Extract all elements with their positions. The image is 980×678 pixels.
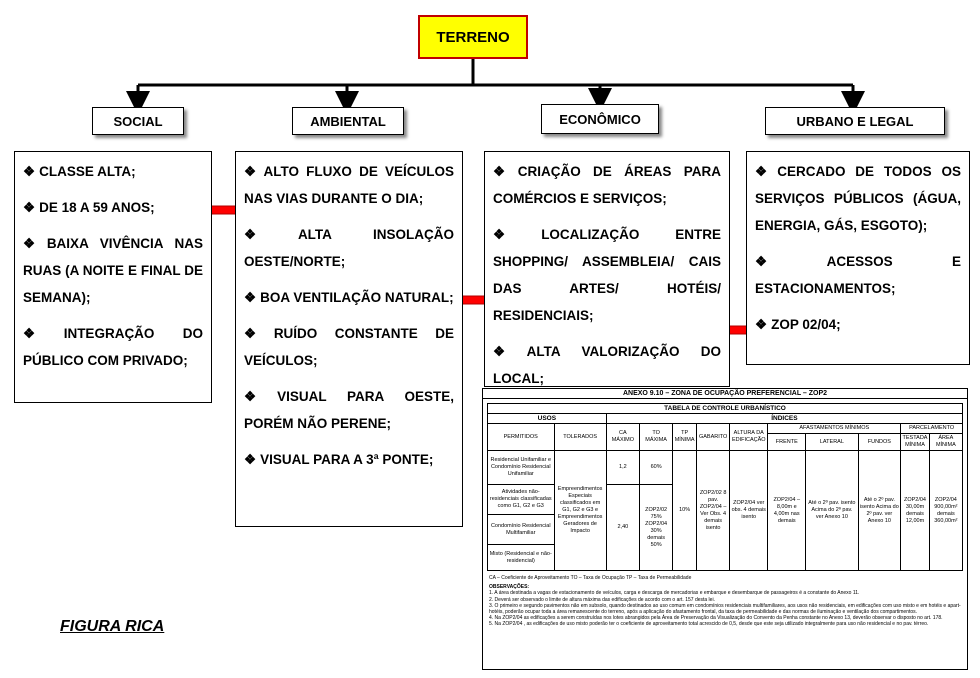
header-fundos: FUNDOS — [858, 434, 901, 451]
list-item: ❖ ACESSOS E ESTACIONAMENTOS; — [755, 254, 961, 296]
diamond-bullet-icon: ❖ — [244, 389, 274, 404]
note-item: 5. Na ZOP2/04 , as edificações de uso misto poderão ter o coeficiente de aproveitamento total acrescido de 0,5, desde que este seja utilizado integralmente para uso não residencial e no pav. térreo. — [489, 621, 929, 628]
diamond-bullet-icon: ❖ — [755, 164, 774, 179]
header-altura: ALTURA DA EDIFICAÇÃO — [730, 424, 768, 451]
header-area: ÁREA MÍNIMA — [929, 434, 962, 451]
table-cell: 2,40 — [606, 485, 639, 571]
header-permitidos: PERMITIDOS — [488, 424, 555, 451]
table-cell: ZOP2/02 8 pav. ZOP2/04 – Ver Obs. 4 demais isento — [697, 451, 730, 571]
table-cell: ZOP2/04 30,00m demais 12,00m — [901, 451, 930, 571]
obs-title: OBSERVAÇÕES: — [489, 584, 530, 591]
header-afastamentos: AFASTAMENTOS MÍNIMOS — [768, 424, 901, 434]
table-cell: Condomínio Residencial Multifamiliar — [488, 515, 555, 545]
category-economico: ECONÔMICO — [541, 104, 659, 134]
table-cell: Até o 2º pav. isento Acima do 2º pav. ver Anexo 10 — [858, 451, 901, 571]
diamond-bullet-icon: ❖ — [493, 344, 523, 359]
figure-caption: FIGURA RICA — [60, 618, 165, 635]
root-node-terreno: TERRENO — [418, 15, 528, 59]
list-item: ❖ CLASSE ALTA; — [23, 164, 136, 179]
table-cell: 60% — [640, 451, 673, 485]
diamond-bullet-icon: ❖ — [244, 452, 257, 467]
table-cell: Atividades não-residenciais classificadas como G1, G2 e G3 — [488, 485, 555, 515]
diamond-bullet-icon: ❖ — [23, 236, 43, 251]
panel-urbano-legal — [746, 151, 970, 365]
panel-economico — [484, 151, 730, 387]
list-item: ❖ ZOP 02/04; — [755, 317, 841, 332]
anexo-table-image — [482, 388, 968, 670]
list-item: ❖ DE 18 A 59 ANOS; — [23, 200, 155, 215]
diamond-bullet-icon: ❖ — [493, 164, 514, 179]
table-cell: ZOP2/02 75% ZOP2/04 30% demais 50% — [640, 485, 673, 571]
header-parcelamento: PARCELAMENTO — [901, 424, 963, 434]
list-item: ❖ ALTA VALORIZAÇÃO DO LOCAL; — [493, 344, 721, 386]
table-cell: 10% — [673, 451, 697, 571]
anexo-notes — [489, 575, 961, 628]
list-item: ❖ VISUAL PARA OESTE, PORÉM NÃO PERENE; — [244, 389, 454, 431]
note-item: 3. O primeiro e segundo pavimentos não em subsolo, quando destinados ao uso comum em condomínios residenciais multifamiliares, aos usos não residenciais, em edificações com uso misto e em hotéis e apart-hotéis, poderão ocupar toda a área remanescente do terreno, após a aplicação do afastamento frontal, da taxa de permeabilidade e das normas de iluminação e ventilação dos compartimentos. — [489, 602, 961, 616]
category-ambiental: AMBIENTAL — [292, 107, 404, 135]
list-item: ❖ ALTA INSOLAÇÃO OESTE/NORTE; — [244, 227, 454, 269]
header-to: TO MÁXIMA — [640, 424, 673, 451]
panel-social — [14, 151, 212, 403]
list-item: ❖ LOCALIZAÇÃO ENTRE SHOPPING/ ASSEMBLEIA/ CAIS DAS ARTES/ HOTÉIS/ RESIDENCIAIS; — [493, 227, 721, 323]
list-item: ❖ VISUAL PARA A 3ª PONTE; — [244, 452, 434, 467]
diamond-bullet-icon: ❖ — [493, 227, 538, 242]
header-lateral: LATERAL — [806, 434, 858, 451]
list-item: ❖ BOA VENTILAÇÃO NATURAL; — [244, 290, 454, 305]
header-usos: USOS — [488, 414, 607, 424]
category-urbano-legal: URBANO E LEGAL — [765, 107, 945, 135]
diamond-bullet-icon: ❖ — [755, 254, 823, 269]
diamond-bullet-icon: ❖ — [23, 200, 36, 215]
category-social: SOCIAL — [92, 107, 184, 135]
header-frente: FRENTE — [768, 434, 806, 451]
diamond-bullet-icon: ❖ — [244, 164, 260, 179]
header-ca: CA MÁXIMO — [606, 424, 639, 451]
table-cell: ZOP2/04 ver obs. 4 demais isento — [730, 451, 768, 571]
header-gabarito: GABARITO — [697, 424, 730, 451]
diamond-bullet-icon: ❖ — [23, 326, 60, 341]
note-item: 4. Na ZOP2/04 as edificações a serem construídas nos lotes abrangidos pela Área de Preservação da Visualização do Convento da Penha constante no Anexo 13, deverão observar o disposto no art. 178. — [489, 615, 943, 622]
table-cell: ZOP2/04 – 8,00m e 4,00m nas demais — [768, 451, 806, 571]
diamond-bullet-icon: ❖ — [244, 326, 270, 341]
table-cell: ZOP2/04 900,00m² demais 360,00m² — [929, 451, 962, 571]
legend-text: CA – Coeficiente de Aproveitamento TO – Taxa de Ocupação TP – Taxa de Permeabilidade — [489, 575, 692, 581]
header-testada: TESTADA MÍNIMA — [901, 434, 930, 451]
table-cell: Empreendimentos Especiais classificados em G1, G2 e G3 e Empreendimentos Geradores de Impacto — [554, 451, 606, 571]
header-tolerados: TOLERADOS — [554, 424, 606, 451]
table-cell: Até o 2º pav. isento Acima do 2º pav. ver Anexo 10 — [806, 451, 858, 571]
list-item: ❖ ALTO FLUXO DE VEÍCULOS NAS VIAS DURANTE O DIA; — [244, 164, 454, 206]
table-cell: Residencial Unifamiliar e Condomínio Residencial Unifamiliar — [488, 451, 555, 485]
diamond-bullet-icon: ❖ — [23, 164, 36, 179]
diamond-bullet-icon: ❖ — [244, 227, 294, 242]
table-cell: Misto (Residencial e não-residencial) — [488, 545, 555, 571]
note-item: 1. A área destinada a vagas de estacionamento de veículos, carga e descarga de mercadorias e embarque e desembarque de passageiros é a constante do Anexo 11. — [489, 590, 860, 597]
note-item: 2. Deverá ser observado o limite de altura máxima das edificações de acordo com o art. 157 desta lei. — [489, 596, 715, 603]
list-item: ❖ BAIXA VIVÊNCIA NAS RUAS (A NOITE E FINAL DE SEMANA); — [23, 236, 203, 305]
diamond-bullet-icon: ❖ — [244, 290, 257, 305]
diamond-bullet-icon: ❖ — [755, 317, 768, 332]
header-indices: ÍNDICES — [606, 414, 962, 424]
table-subtitle: TABELA DE CONTROLE URBANÍSTICO — [488, 404, 963, 414]
list-item: ❖ CERCADO DE TODOS OS SERVIÇOS PÚBLICOS (ÁGUA, ENERGIA, GÁS, ESGOTO); — [755, 164, 961, 233]
header-tp: TP MÍNIMA — [673, 424, 697, 451]
table-cell: 1,2 — [606, 451, 639, 485]
anexo-title: ANEXO 9.10 – ZONA DE OCUPAÇÃO PREFERENCIAL – ZOP2 — [483, 389, 967, 399]
panel-ambiental — [235, 151, 463, 527]
urban-control-table — [487, 403, 963, 571]
list-item: ❖ RUÍDO CONSTANTE DE VEÍCULOS; — [244, 326, 454, 368]
list-item: ❖ INTEGRAÇÃO DO PÚBLICO COM PRIVADO; — [23, 326, 204, 368]
list-item: ❖ CRIAÇÃO DE ÁREAS PARA COMÉRCIOS E SERVIÇOS; — [493, 164, 721, 206]
